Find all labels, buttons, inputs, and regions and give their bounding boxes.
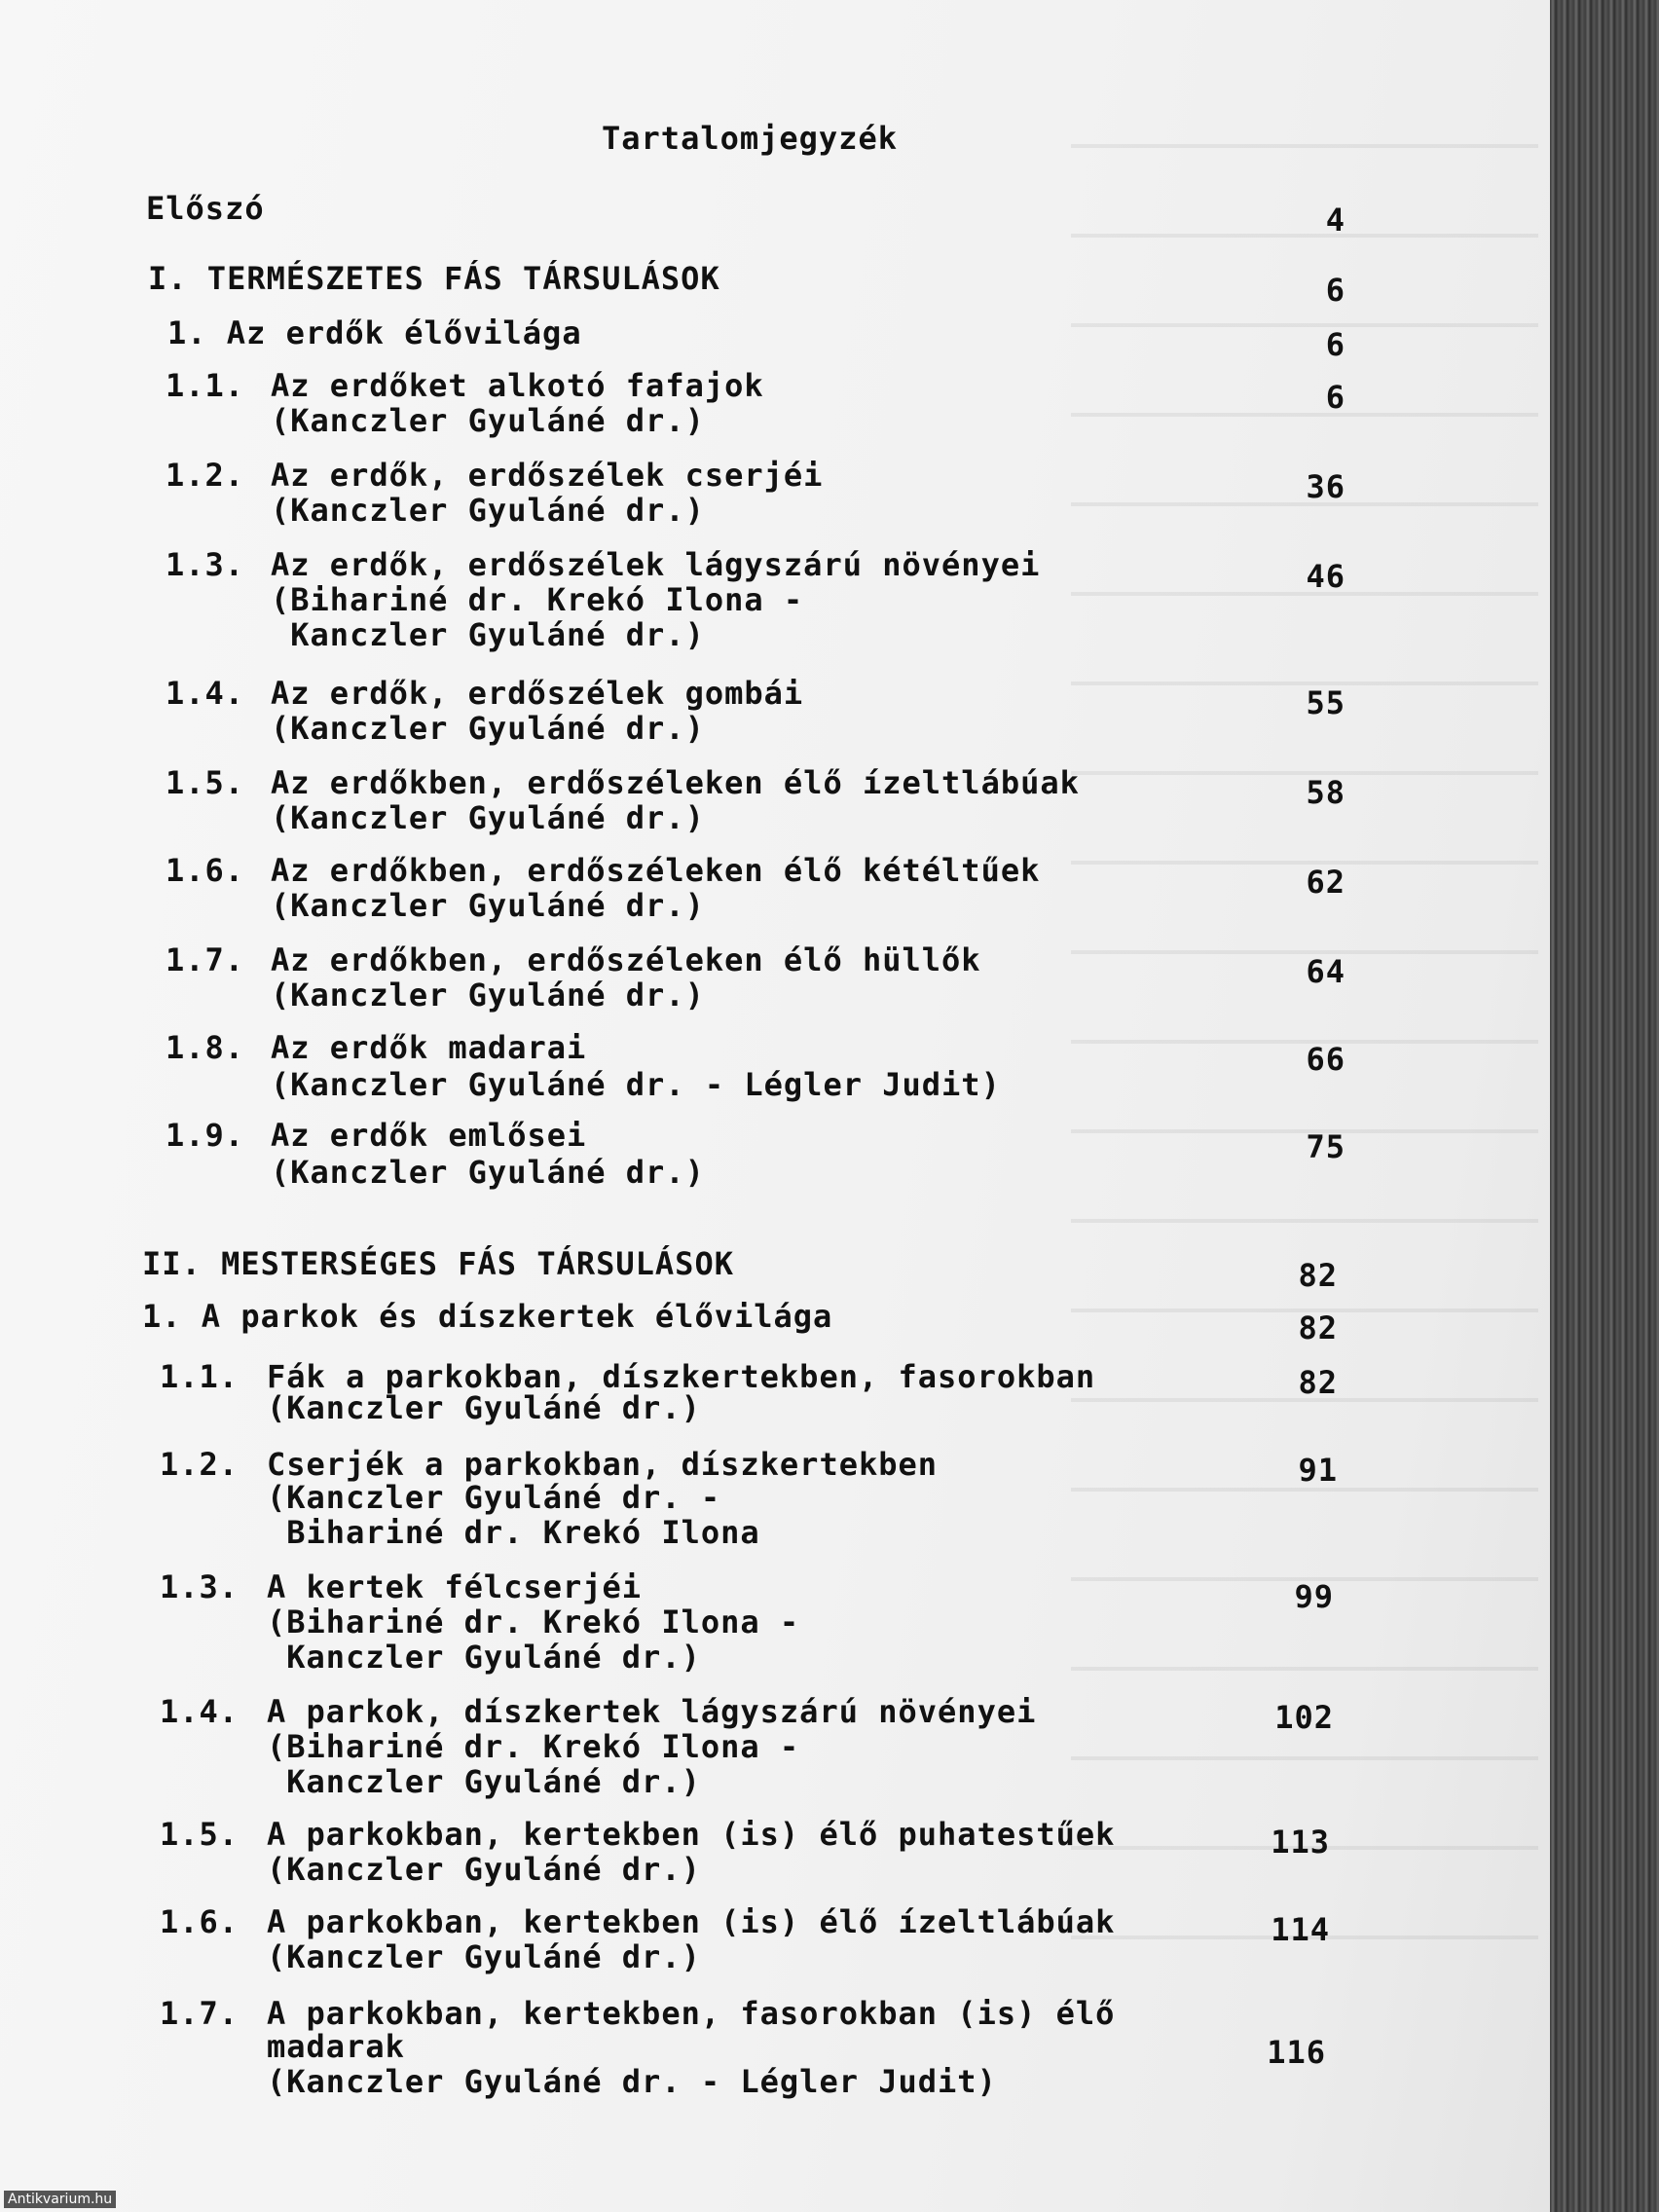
toc-entry-title: A parkokban, kertekben (is) élő ízeltlábúak <box>267 1903 1116 1940</box>
toc-entry-number: 1.7. <box>166 941 245 978</box>
toc-entry-title: Az erdőkben, erdőszéleken élő ízeltlábúak <box>271 764 1080 801</box>
toc-entry-number: 1.1. <box>160 1358 240 1395</box>
book-page-edge <box>1550 0 1659 2212</box>
toc-entry-title: Az erdők, erdőszélek cserjéi <box>271 457 824 494</box>
toc-entry-author: (Kanczler Gyuláné dr.) <box>267 1389 701 1426</box>
toc-entry-author: (Kanczler Gyuláné dr.) <box>267 1938 701 1975</box>
toc-entry-page: 58 <box>1306 774 1346 811</box>
toc-entry-number: 1.5. <box>166 764 245 801</box>
toc-entry-number: 1.3. <box>160 1568 240 1605</box>
toc-entry-author: Bihariné dr. Krekó Ilona <box>267 1514 760 1551</box>
page-title: Tartalomjegyzék <box>602 120 898 157</box>
toc-entry-number: 1.1. <box>166 367 245 404</box>
toc-entry-page: 55 <box>1306 684 1346 721</box>
toc-entry-number: 1.5. <box>160 1816 240 1853</box>
toc-entry-author: (Kanczler Gyuláné dr. - <box>267 1479 721 1516</box>
toc-entry-author: Kanczler Gyuláné dr.) <box>267 1763 701 1800</box>
toc-entry-title: Az erdők madarai <box>271 1029 587 1066</box>
toc-entry-author: (Kanczler Gyuláné dr.) <box>271 799 705 836</box>
toc-entry-author: (Bihariné dr. Krekó Ilona - <box>267 1728 800 1765</box>
toc-entry-page: 91 <box>1298 1452 1338 1489</box>
toc-entry-page: 75 <box>1306 1128 1346 1165</box>
toc-entry-number: 1.6. <box>166 852 245 889</box>
toc-entry-number: 1.4. <box>160 1693 240 1730</box>
toc-entry-page: 114 <box>1271 1911 1330 1948</box>
toc-entry-author: (Kanczler Gyuláné dr.) <box>267 1851 701 1888</box>
toc-entry-title: Az erdőkben, erdőszéleken élő hüllők <box>271 941 981 978</box>
part-page: 6 <box>1325 272 1346 309</box>
toc-entry-title: Cserjék a parkokban, díszkertekben <box>267 1446 939 1483</box>
chapter-page: 82 <box>1298 1309 1338 1346</box>
chapter-label: 1. Az erdők élővilága <box>167 314 582 351</box>
toc-entry-title: Az erdőket alkotó fafajok <box>271 367 764 404</box>
toc-entry-author: (Kanczler Gyuláné dr.) <box>271 402 705 439</box>
toc-entry-page: 66 <box>1306 1041 1346 1078</box>
toc-entry-title: Fák a parkokban, díszkertekben, fasorokban <box>267 1358 1096 1395</box>
toc-entry-page: 99 <box>1294 1578 1334 1615</box>
toc-entry-page: 64 <box>1306 953 1346 990</box>
toc-entry-page: 102 <box>1274 1699 1334 1736</box>
toc-entry-title: Az erdők, erdőszélek lágyszárú növényei <box>271 546 1041 583</box>
toc-entry-number: 1.2. <box>166 457 245 494</box>
toc-entry-number: 1.7. <box>160 1995 240 2032</box>
chapter-label: 1. A parkok és díszkertek élővilága <box>142 1298 833 1335</box>
toc-entry-title: A parkokban, kertekben (is) élő puhatestűek <box>267 1816 1116 1853</box>
toc-entry-author: (Kanczler Gyuláné dr.) <box>271 492 705 529</box>
watermark: Antikvarium.hu <box>4 2191 116 2208</box>
toc-entry-title: Az erdőkben, erdőszéleken élő kétéltűek <box>271 852 1041 889</box>
toc-entry-number: 1.4. <box>166 675 245 712</box>
foreword-label: Előszó <box>146 190 265 227</box>
toc-entry-page: 6 <box>1325 379 1346 416</box>
toc-entry-title: A parkokban, kertekben, fasorokban (is) élő <box>267 1995 1116 2032</box>
toc-entry-author: Kanczler Gyuláné dr.) <box>271 616 705 653</box>
toc-entry-title: Az erdők, erdőszélek gombái <box>271 675 804 712</box>
toc-entry-page: 113 <box>1271 1824 1330 1861</box>
toc-entry-author: Kanczler Gyuláné dr.) <box>267 1639 701 1676</box>
part-page: 82 <box>1298 1257 1338 1294</box>
toc-entry-author: (Kanczler Gyuláné dr. - Légler Judit) <box>267 2063 997 2100</box>
toc-entry-number: 1.2. <box>160 1446 240 1483</box>
toc-entry-author: (Bihariné dr. Krekó Ilona - <box>267 1604 800 1641</box>
toc-entry-author: (Kanczler Gyuláné dr. - Légler Judit) <box>271 1066 1001 1103</box>
toc-entry-author: (Kanczler Gyuláné dr.) <box>271 977 705 1014</box>
toc-entry-author: (Kanczler Gyuláné dr.) <box>271 1154 705 1191</box>
toc-entry-page: 62 <box>1306 864 1346 901</box>
toc-entry-title-continued: madarak <box>267 2028 405 2065</box>
part-heading: I. TERMÉSZETES FÁS TÁRSULÁSOK <box>148 260 720 297</box>
chapter-page: 6 <box>1325 326 1346 363</box>
toc-entry-title: Az erdők emlősei <box>271 1117 587 1154</box>
toc-entry-page: 82 <box>1298 1364 1338 1401</box>
toc-entry-page: 36 <box>1306 468 1346 505</box>
toc-entry-page: 116 <box>1267 2034 1326 2071</box>
toc-entry-title: A kertek félcserjéi <box>267 1568 643 1605</box>
toc-entry-number: 1.8. <box>166 1029 245 1066</box>
toc-entry-number: 1.6. <box>160 1903 240 1940</box>
toc-entry-page: 46 <box>1306 558 1346 595</box>
part-heading: II. MESTERSÉGES FÁS TÁRSULÁSOK <box>142 1245 734 1282</box>
toc-entry-author: (Bihariné dr. Krekó Ilona - <box>271 581 804 618</box>
toc-entry-title: A parkok, díszkertek lágyszárú növényei <box>267 1693 1037 1730</box>
foreword-page: 4 <box>1325 202 1346 239</box>
toc-entry-author: (Kanczler Gyuláné dr.) <box>271 887 705 924</box>
toc-entry-number: 1.3. <box>166 546 245 583</box>
toc-entry-author: (Kanczler Gyuláné dr.) <box>271 710 705 747</box>
toc-entry-number: 1.9. <box>166 1117 245 1154</box>
